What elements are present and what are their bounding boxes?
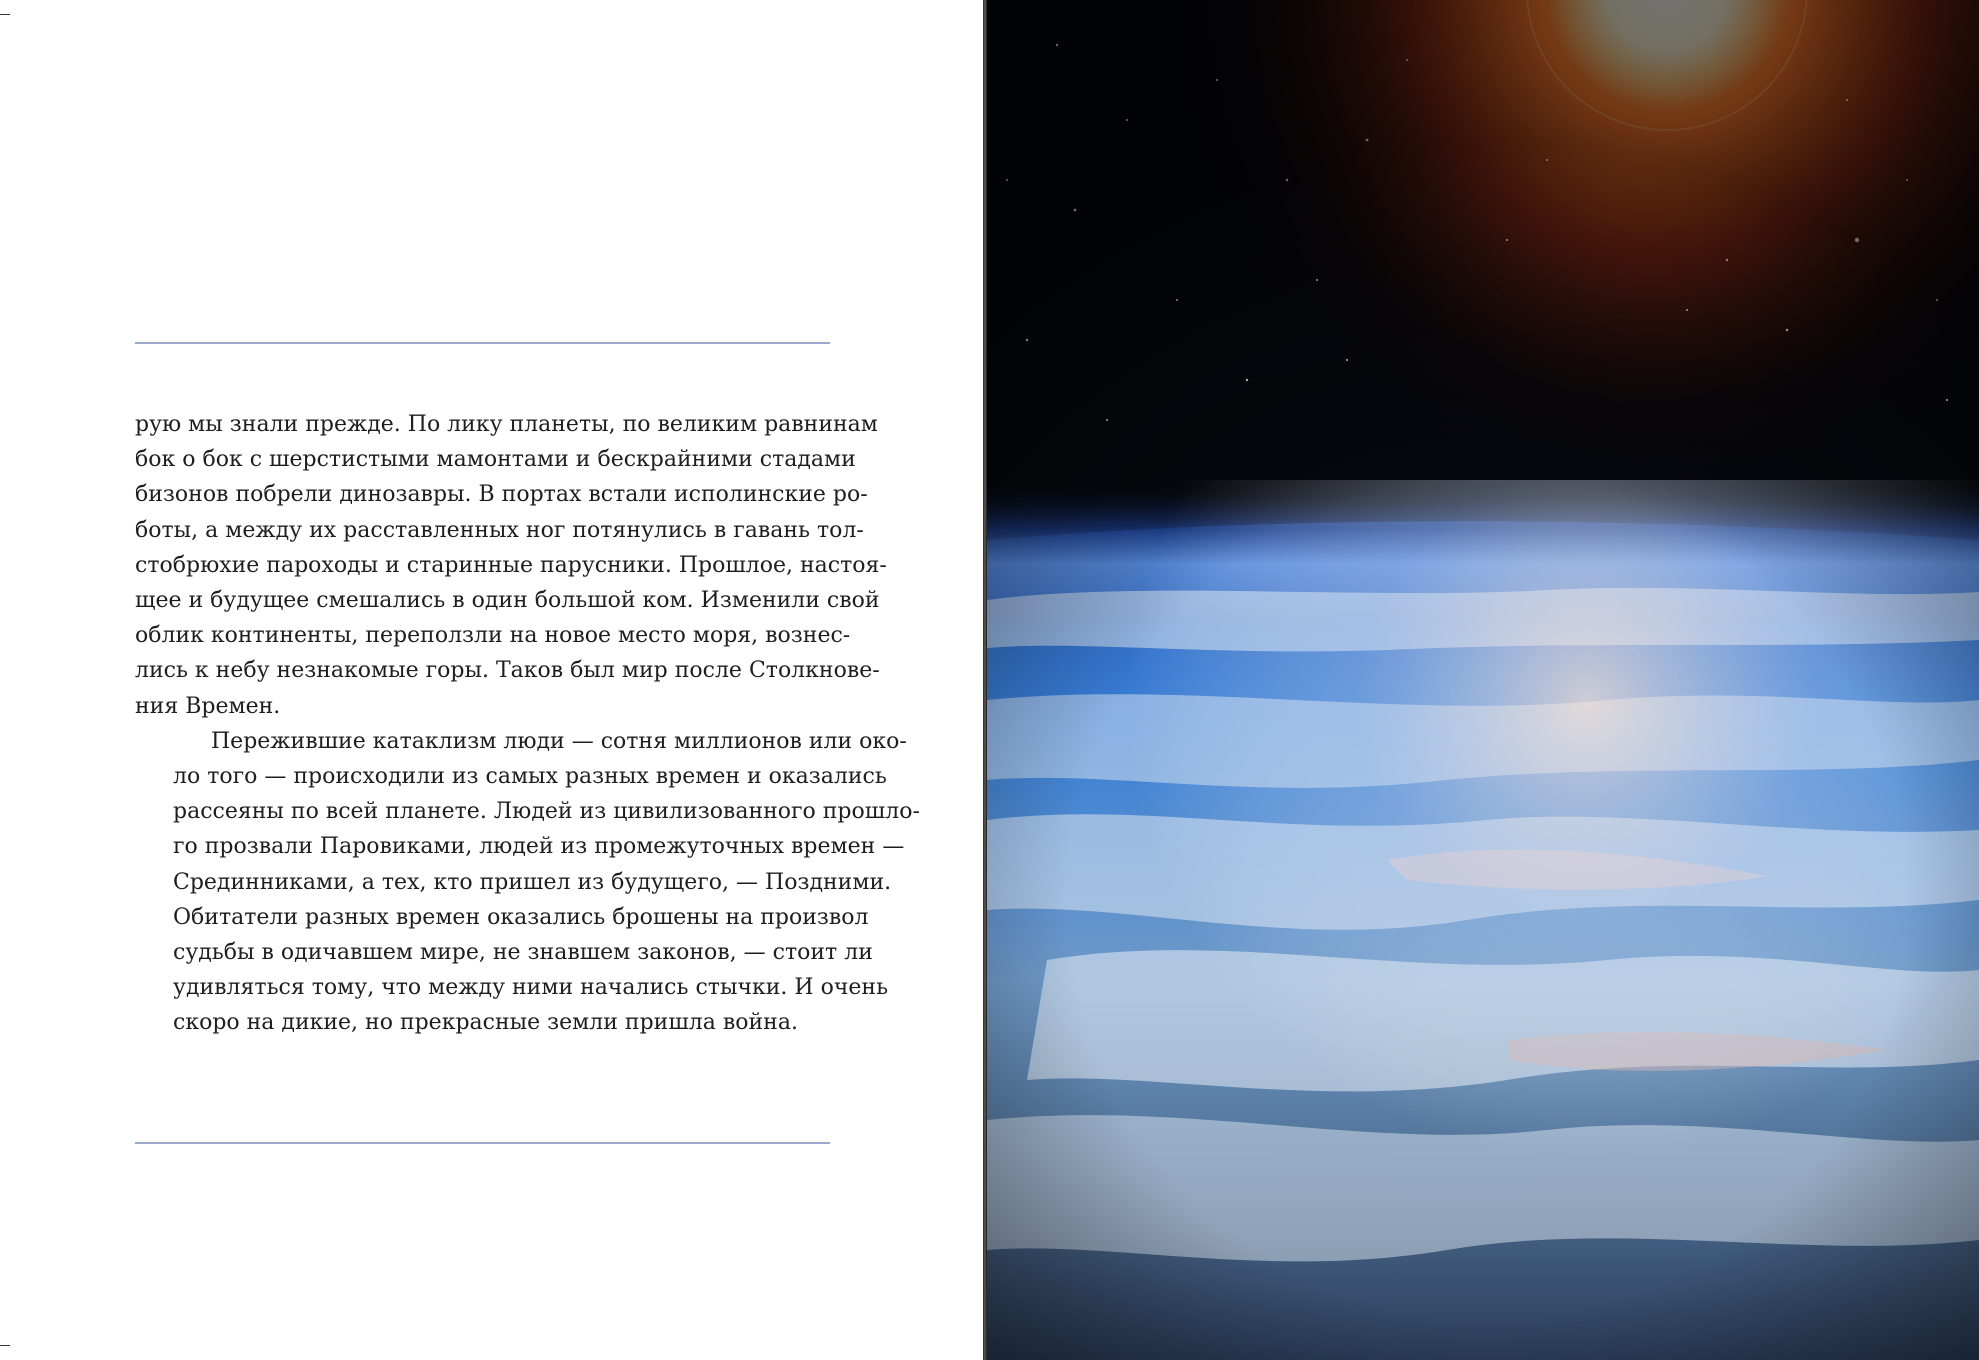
crop-mark xyxy=(0,1345,10,1346)
earth-from-orbit-illustration xyxy=(987,0,1979,1360)
paragraph-1 xyxy=(135,407,887,724)
text-line: Пережившие катаклизм люди — сотня миллионов или око- xyxy=(211,728,907,754)
paragraph-2 xyxy=(135,724,920,1041)
left-page xyxy=(0,0,985,1360)
text-line: рую мы знали прежде. По лику планеты, по великим равнинам xyxy=(135,412,878,437)
text-line: боты, а между их расставленных ног потянулись в гавань тол- xyxy=(135,517,864,543)
text-line: щее и будущее смешались в один большой ком. Изменили свой xyxy=(135,588,880,614)
right-page xyxy=(987,0,1979,1360)
text-line: бок о бок с шерстистыми мамонтами и бескрайними стадами xyxy=(135,447,856,473)
text-line: Срединниками, а тех, кто пришел из будущего, — Поздними. xyxy=(173,869,892,895)
top-rule xyxy=(135,342,830,344)
text-line: скоро на дикие, но прекрасные земли пришла война. xyxy=(173,1010,798,1036)
text-line: го прозвали Паровиками, людей из промежуточных времен — xyxy=(173,834,905,860)
body-text xyxy=(135,407,920,1041)
text-line: бизонов побрели динозавры. В портах встали исполинские ро- xyxy=(135,482,868,508)
text-line: стобрюхие пароходы и старинные парусники. Прошлое, настоя- xyxy=(135,552,887,578)
text-line: удивляться тому, что между ними начались стычки. И очень xyxy=(173,975,889,1001)
text-line: Обитатели разных времен оказались брошены на произвол xyxy=(173,904,869,930)
bottom-rule xyxy=(135,1142,830,1144)
crop-mark xyxy=(0,14,10,15)
text-line: ло того — происходили из самых разных времен и оказались xyxy=(173,764,887,790)
text-line: судьбы в одичавшем мире, не знавшем законов, — стоит ли xyxy=(173,940,873,966)
text-line: лись к небу незнакомые горы. Таков был мир после Столкнове- xyxy=(135,658,880,684)
text-line: рассеяны по всей планете. Людей из цивилизованного прошло- xyxy=(173,799,920,825)
text-line: ния Времен. xyxy=(135,693,281,719)
text-line: облик континенты, переползли на новое место моря, вознес- xyxy=(135,623,851,649)
